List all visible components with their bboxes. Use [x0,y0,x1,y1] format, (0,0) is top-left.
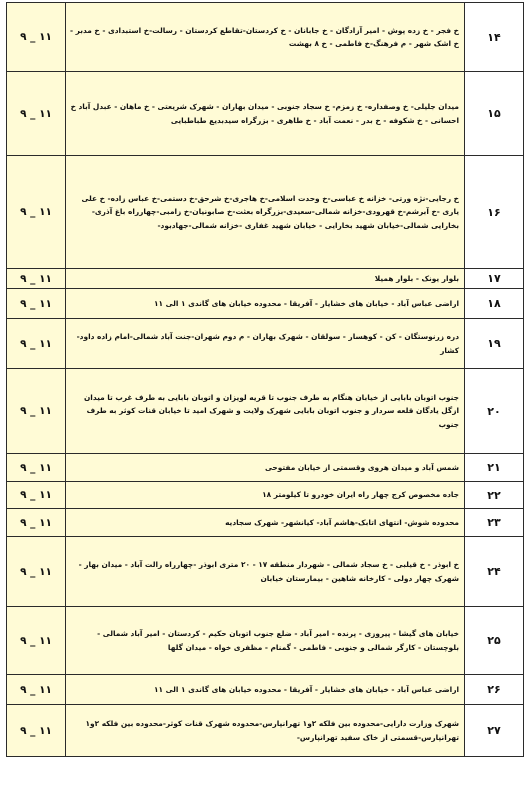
time-cell: ۹ _ ۱۱ [7,289,66,319]
table-row [7,156,524,269]
area-cell: خیابان های گیشا - پیروزی - پرنده - امیر آباد - ضلع جنوب اتوبان حکیم - کردستان - امیر آباد شمالی - بلوچستان - کارگر شمالی و جنوبی - فاطمی - گمنام - مظفری خواه - میدان گلها [66,607,465,675]
time-cell: ۹ _ ۱۱ [7,607,66,675]
area-cell: دره زرنوستگان - کن - کوهسار - سولقان - شهرک بهاران - م دوم شهران-جنت آباد شمالی-امام زاده داود-کشار [66,319,465,369]
outage-schedule-table [6,2,524,757]
area-cell: شهرک وزارت دارایی-محدوده بین فلکه ۲و۱ تهرانپارس-محدوده شهرک قنات کوثر-محدوده بین فلکه ۲و۱ تهرانپارس-قسمتی از خاک سفید تهرانپارس- [66,705,465,757]
area-cell: شمس آباد و میدان هروی وقسمتی از خیابان مفتوحی [66,454,465,482]
row-number: ۲۶ [465,675,524,705]
time-cell: ۹ _ ۱۱ [7,482,66,509]
time-cell: ۹ _ ۱۱ [7,319,66,369]
row-number: ۲۰ [465,369,524,454]
table-row [7,537,524,607]
area-cell: جاده مخصوص کرج چهار راه ایران خودرو تا کیلومتر ۱۸ [66,482,465,509]
row-number: ۲۵ [465,607,524,675]
table-row [7,3,524,72]
area-cell: محدوده شوش- انتهای اتابک-هاشم آباد- کیانشهر- شهرک سجادیه [66,509,465,537]
table-row [7,675,524,705]
table-row [7,454,524,482]
row-number: ۱۴ [465,3,524,72]
time-cell: ۹ _ ۱۱ [7,454,66,482]
area-cell: خ فجر - خ زده پوش - امیر آزادگان - خ جابانان - خ کردستان-تقاطع کردستان - رسالت-خ استبدادی - خ مدبر - خ اشک شهر - م فرهنگ-خ فاطمی - خ ۸ بهشت [66,3,465,72]
time-cell: ۹ _ ۱۱ [7,369,66,454]
area-cell: اراضی عباس آباد - خیابان های خشایار - آفریقا - محدوده خیابان های گاندی ۱ الی ۱۱ [66,675,465,705]
time-cell: ۹ _ ۱۱ [7,509,66,537]
table-row [7,509,524,537]
row-number: ۲۱ [465,454,524,482]
table-row [7,482,524,509]
time-cell: ۹ _ ۱۱ [7,72,66,156]
row-number: ۱۸ [465,289,524,319]
time-cell: ۹ _ ۱۱ [7,537,66,607]
row-number: ۱۷ [465,269,524,289]
table-row [7,705,524,757]
row-number: ۱۵ [465,72,524,156]
row-number: ۱۶ [465,156,524,269]
row-number: ۲۲ [465,482,524,509]
time-cell: ۹ _ ۱۱ [7,156,66,269]
area-cell: میدان جلیلی- خ وصفداره- خ زمزم- خ سجاد جنوبی - میدان بهاران - شهرک شریعتی - خ ماهان - عبدل آباد خ احسانی - خ شکوفه - خ بدر - نعمت آباد - خ طاهری - بزرگراه سیدبدیع طباطبایی [66,72,465,156]
row-number: ۲۳ [465,509,524,537]
row-number: ۱۹ [465,319,524,369]
area-cell: خ رجایی-نژه ورتی- خزانه خ عباسی-خ وحدت اسلامی-خ هاجری-خ شرحق-خ دستمی-خ عباس زاده- خ علی یاری -خ آبرشم-خ قهرودی-خزانه شمالی-سعیدی-بزرگراه بعثت-خ صابونیان-خ زامبی-چهارراه باغ آذری-بخارایی شمالی-خیابان شهید بخارایی - خیابان شهید غفاری -خزانه شمالی-جهادبود- [66,156,465,269]
time-cell: ۹ _ ۱۱ [7,705,66,757]
area-cell: بلوار یونک - بلوار همیلا [66,269,465,289]
area-cell: خ ابوذر - خ قیلبی - خ سجاد شمالی - شهردار منطقه ۱۷ - ۲۰ متری ابوذر -چهارراه رالت آباد - میدان بهار - شهرک چهار دولی - کارخانه شاهین - بیمارستان خیابان [66,537,465,607]
time-cell: ۹ _ ۱۱ [7,3,66,72]
area-cell: اراضی عباس آباد - خیابان های خشایار - آفریقا - محدوده خیابان های گاندی ۱ الی ۱۱ [66,289,465,319]
table-row [7,269,524,289]
table-row [7,369,524,454]
row-number: ۲۴ [465,537,524,607]
table-row [7,289,524,319]
row-number: ۲۷ [465,705,524,757]
table-row [7,607,524,675]
table-row [7,72,524,156]
area-cell: جنوب اتوبان بابایی از خیابان هنگام به طرف جنوب تا قریه لویزان و اتوبان بابایی به طرف غرب تا میدان ازگل یادگان قلعه سردار و جنوب اتوبان بابایی شهرک ولایت و شهرک امید تا خیابان قنات کوثر به طرف جنوب [66,369,465,454]
table-row [7,319,524,369]
time-cell: ۹ _ ۱۱ [7,675,66,705]
time-cell: ۹ _ ۱۱ [7,269,66,289]
